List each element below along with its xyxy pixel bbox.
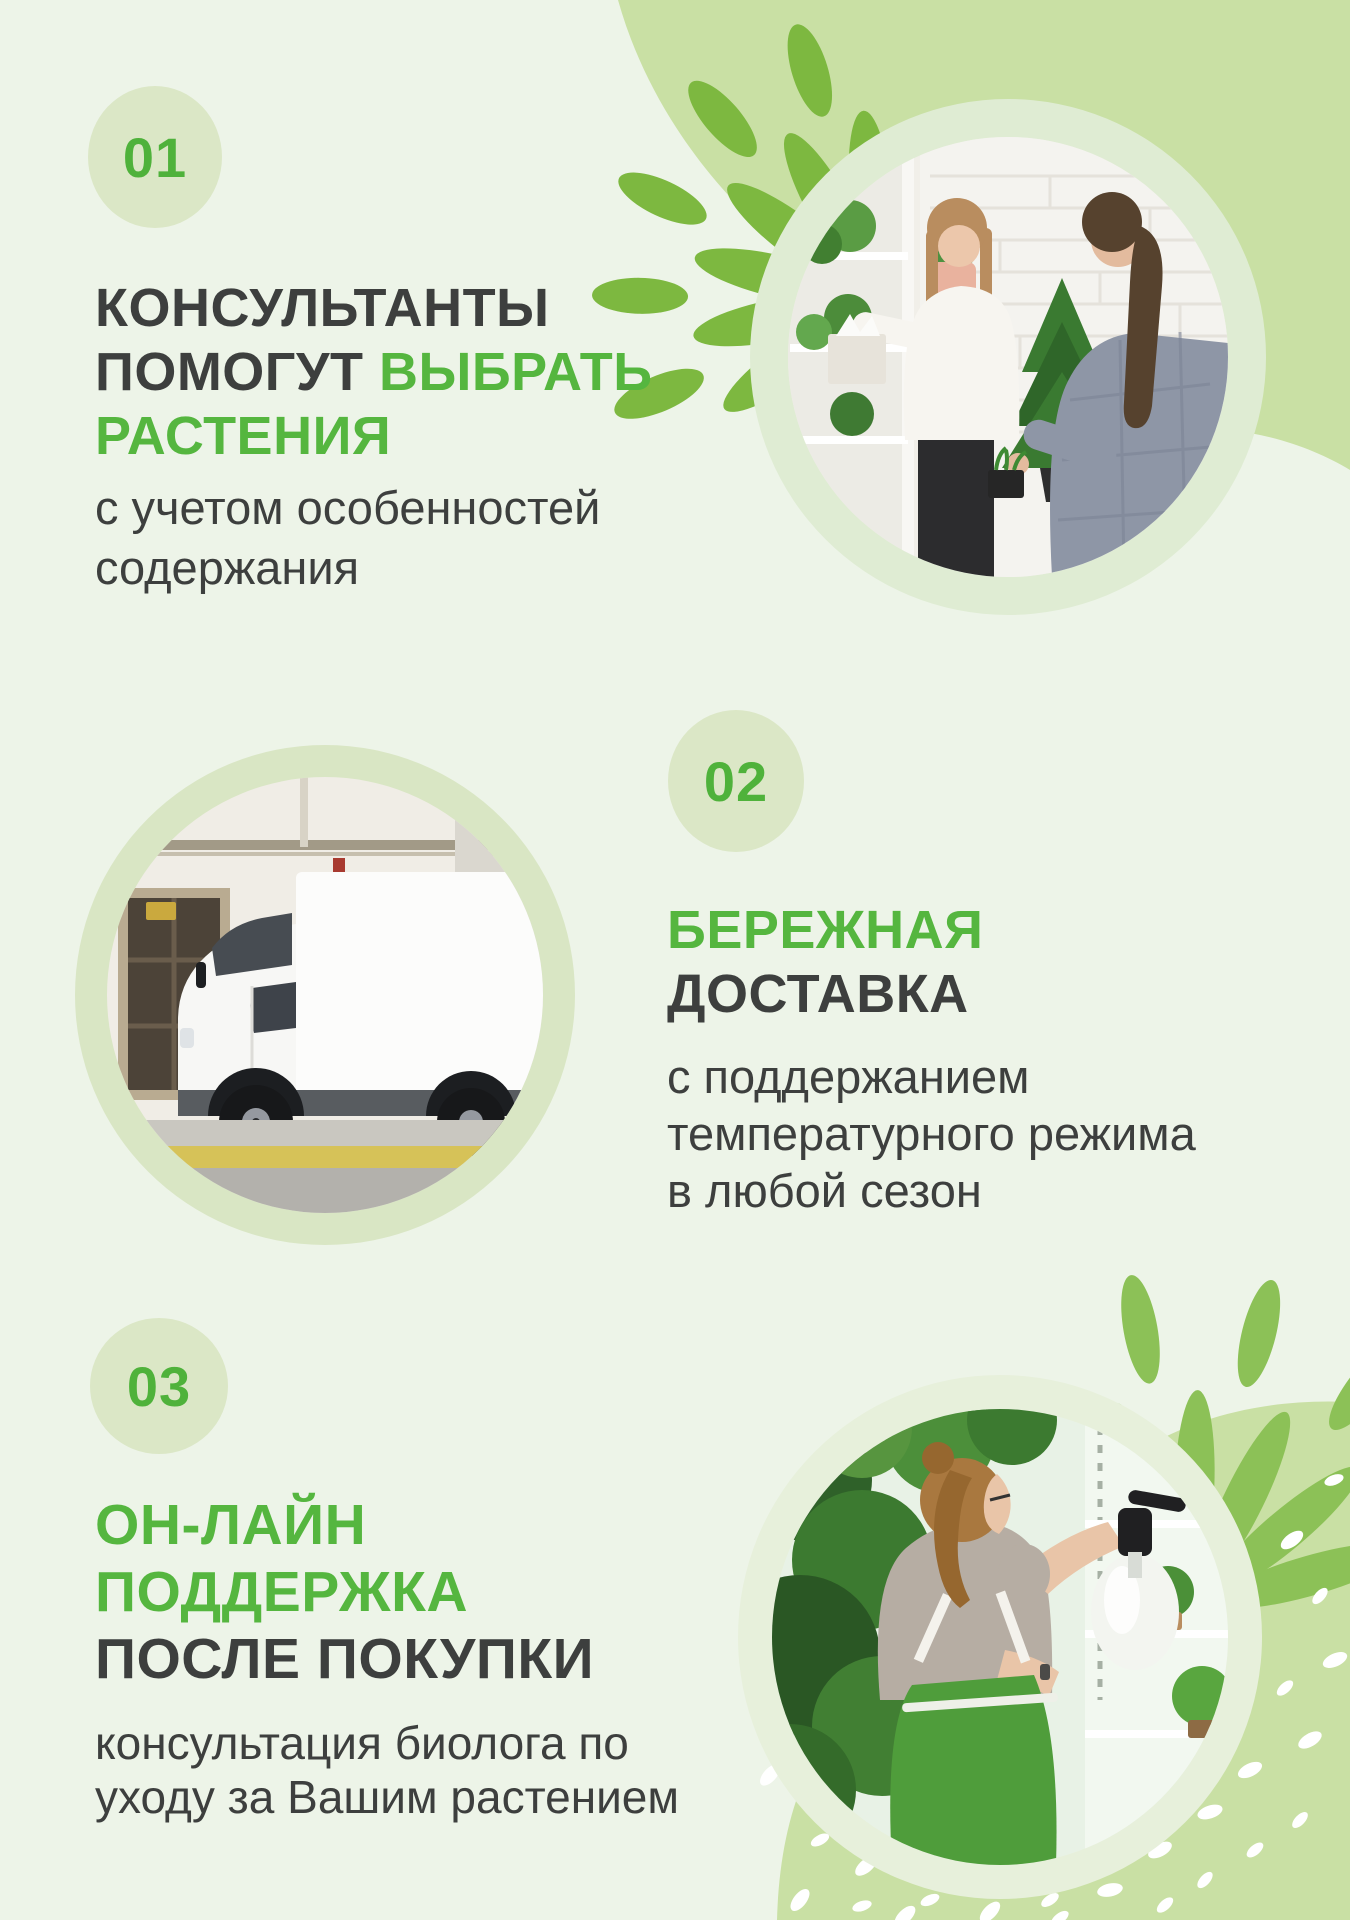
- title-accent-text: ПОДДЕРЖКА: [95, 1560, 469, 1624]
- section1-title: [95, 276, 653, 468]
- step-badge-03: [90, 1318, 228, 1454]
- title-text: ПОМОГУТ: [95, 342, 379, 402]
- photo-delivery-van: [107, 777, 546, 1213]
- title-text: ПОСЛЕ ПОКУПКИ: [95, 1627, 595, 1691]
- title-text: ДОСТАВКА: [667, 964, 969, 1024]
- step-number: 02: [703, 749, 769, 813]
- title-accent-text: ОН-ЛАЙН: [95, 1493, 367, 1557]
- step-number: 03: [126, 1354, 192, 1418]
- title-accent-text: ВЫБРАТЬ: [379, 342, 653, 402]
- section2-title: [667, 898, 983, 1026]
- title-text: КОНСУЛЬТАНТЫ: [95, 278, 550, 338]
- section3-subtitle: консультация биолога по уходу за Вашим растением: [95, 1717, 680, 1823]
- step-badge-02: [668, 710, 804, 852]
- title-accent-text: БЕРЕЖНАЯ: [667, 900, 984, 960]
- section2-subtitle: с поддержанием температурного режима в любой сезон: [667, 1050, 1196, 1217]
- photo-consultants: [788, 137, 1228, 577]
- section3-title: [95, 1492, 594, 1693]
- step-number: 01: [122, 125, 188, 189]
- step-badge-01: [88, 86, 222, 228]
- title-accent-text: РАСТЕНИЯ: [95, 406, 392, 466]
- section1-subtitle: с учетом особенностей содержания: [95, 481, 601, 594]
